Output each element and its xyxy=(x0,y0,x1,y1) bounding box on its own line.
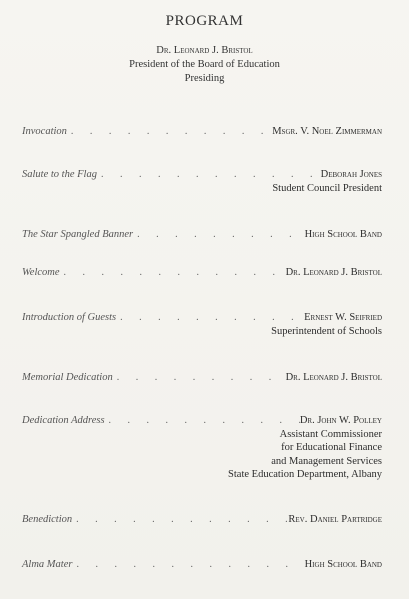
program-person: High School Band xyxy=(304,559,382,570)
program-person: Rev. Daniel Partridge xyxy=(288,514,382,525)
leader-dots xyxy=(72,558,304,572)
program-person: Deborah Jones xyxy=(320,169,382,180)
presider-block xyxy=(0,44,409,86)
program-item: The Star Spangled Banner xyxy=(22,229,134,240)
program-person-detail: Assistant Commissioner xyxy=(279,428,382,440)
program-person-detail: and Management Services xyxy=(271,455,382,467)
leader-dots xyxy=(116,311,304,325)
program-item: Dedication Address xyxy=(22,415,105,426)
leader-dots xyxy=(105,414,300,428)
leader-dots xyxy=(60,266,286,280)
program-person: Dr. Leonard J. Bristol xyxy=(285,267,382,278)
program-entry xyxy=(22,311,382,338)
program-entry xyxy=(22,125,382,139)
program-item: Benediction xyxy=(22,514,73,525)
leader-dots xyxy=(67,125,272,139)
program-entry xyxy=(22,266,382,280)
program-entry xyxy=(22,371,382,385)
presider-note: Presiding xyxy=(184,73,225,84)
leader-dots xyxy=(72,513,288,527)
program-item: Introduction of Guests xyxy=(22,312,117,323)
program-person: Dr. John W. Polley xyxy=(299,415,382,426)
program-person: Msgr. V. Noel Zimmerman xyxy=(272,126,382,137)
program-person: High School Band xyxy=(304,229,382,240)
program-item: Memorial Dedication xyxy=(22,372,113,383)
program-entry xyxy=(22,513,382,527)
program-person-detail: State Education Department, Albany xyxy=(228,469,382,480)
presider-role: President of the Board of Education xyxy=(129,59,280,70)
program-person: Dr. Leonard J. Bristol xyxy=(285,372,382,383)
program-person-detail: for Educational Finance xyxy=(281,442,382,453)
program-item: Salute to the Flag xyxy=(22,169,97,180)
page-title: PROGRAM xyxy=(165,13,244,29)
program-person-detail: Superintendent of Schools xyxy=(271,325,382,337)
leader-dots xyxy=(113,371,286,385)
program-person-detail: Student Council President xyxy=(272,182,382,194)
leader-dots xyxy=(133,228,304,242)
presider-name: Dr. Leonard J. Bristol xyxy=(156,45,253,56)
program-entry xyxy=(22,228,382,242)
program-entry xyxy=(22,168,382,195)
program-entry xyxy=(22,558,382,572)
program-item: Alma Mater xyxy=(22,559,73,570)
program-item: Invocation xyxy=(22,126,67,137)
leader-dots xyxy=(97,168,321,182)
program-item: Welcome xyxy=(22,267,60,278)
program-entry xyxy=(22,414,382,482)
program-person: Ernest W. Seifried xyxy=(304,312,382,323)
